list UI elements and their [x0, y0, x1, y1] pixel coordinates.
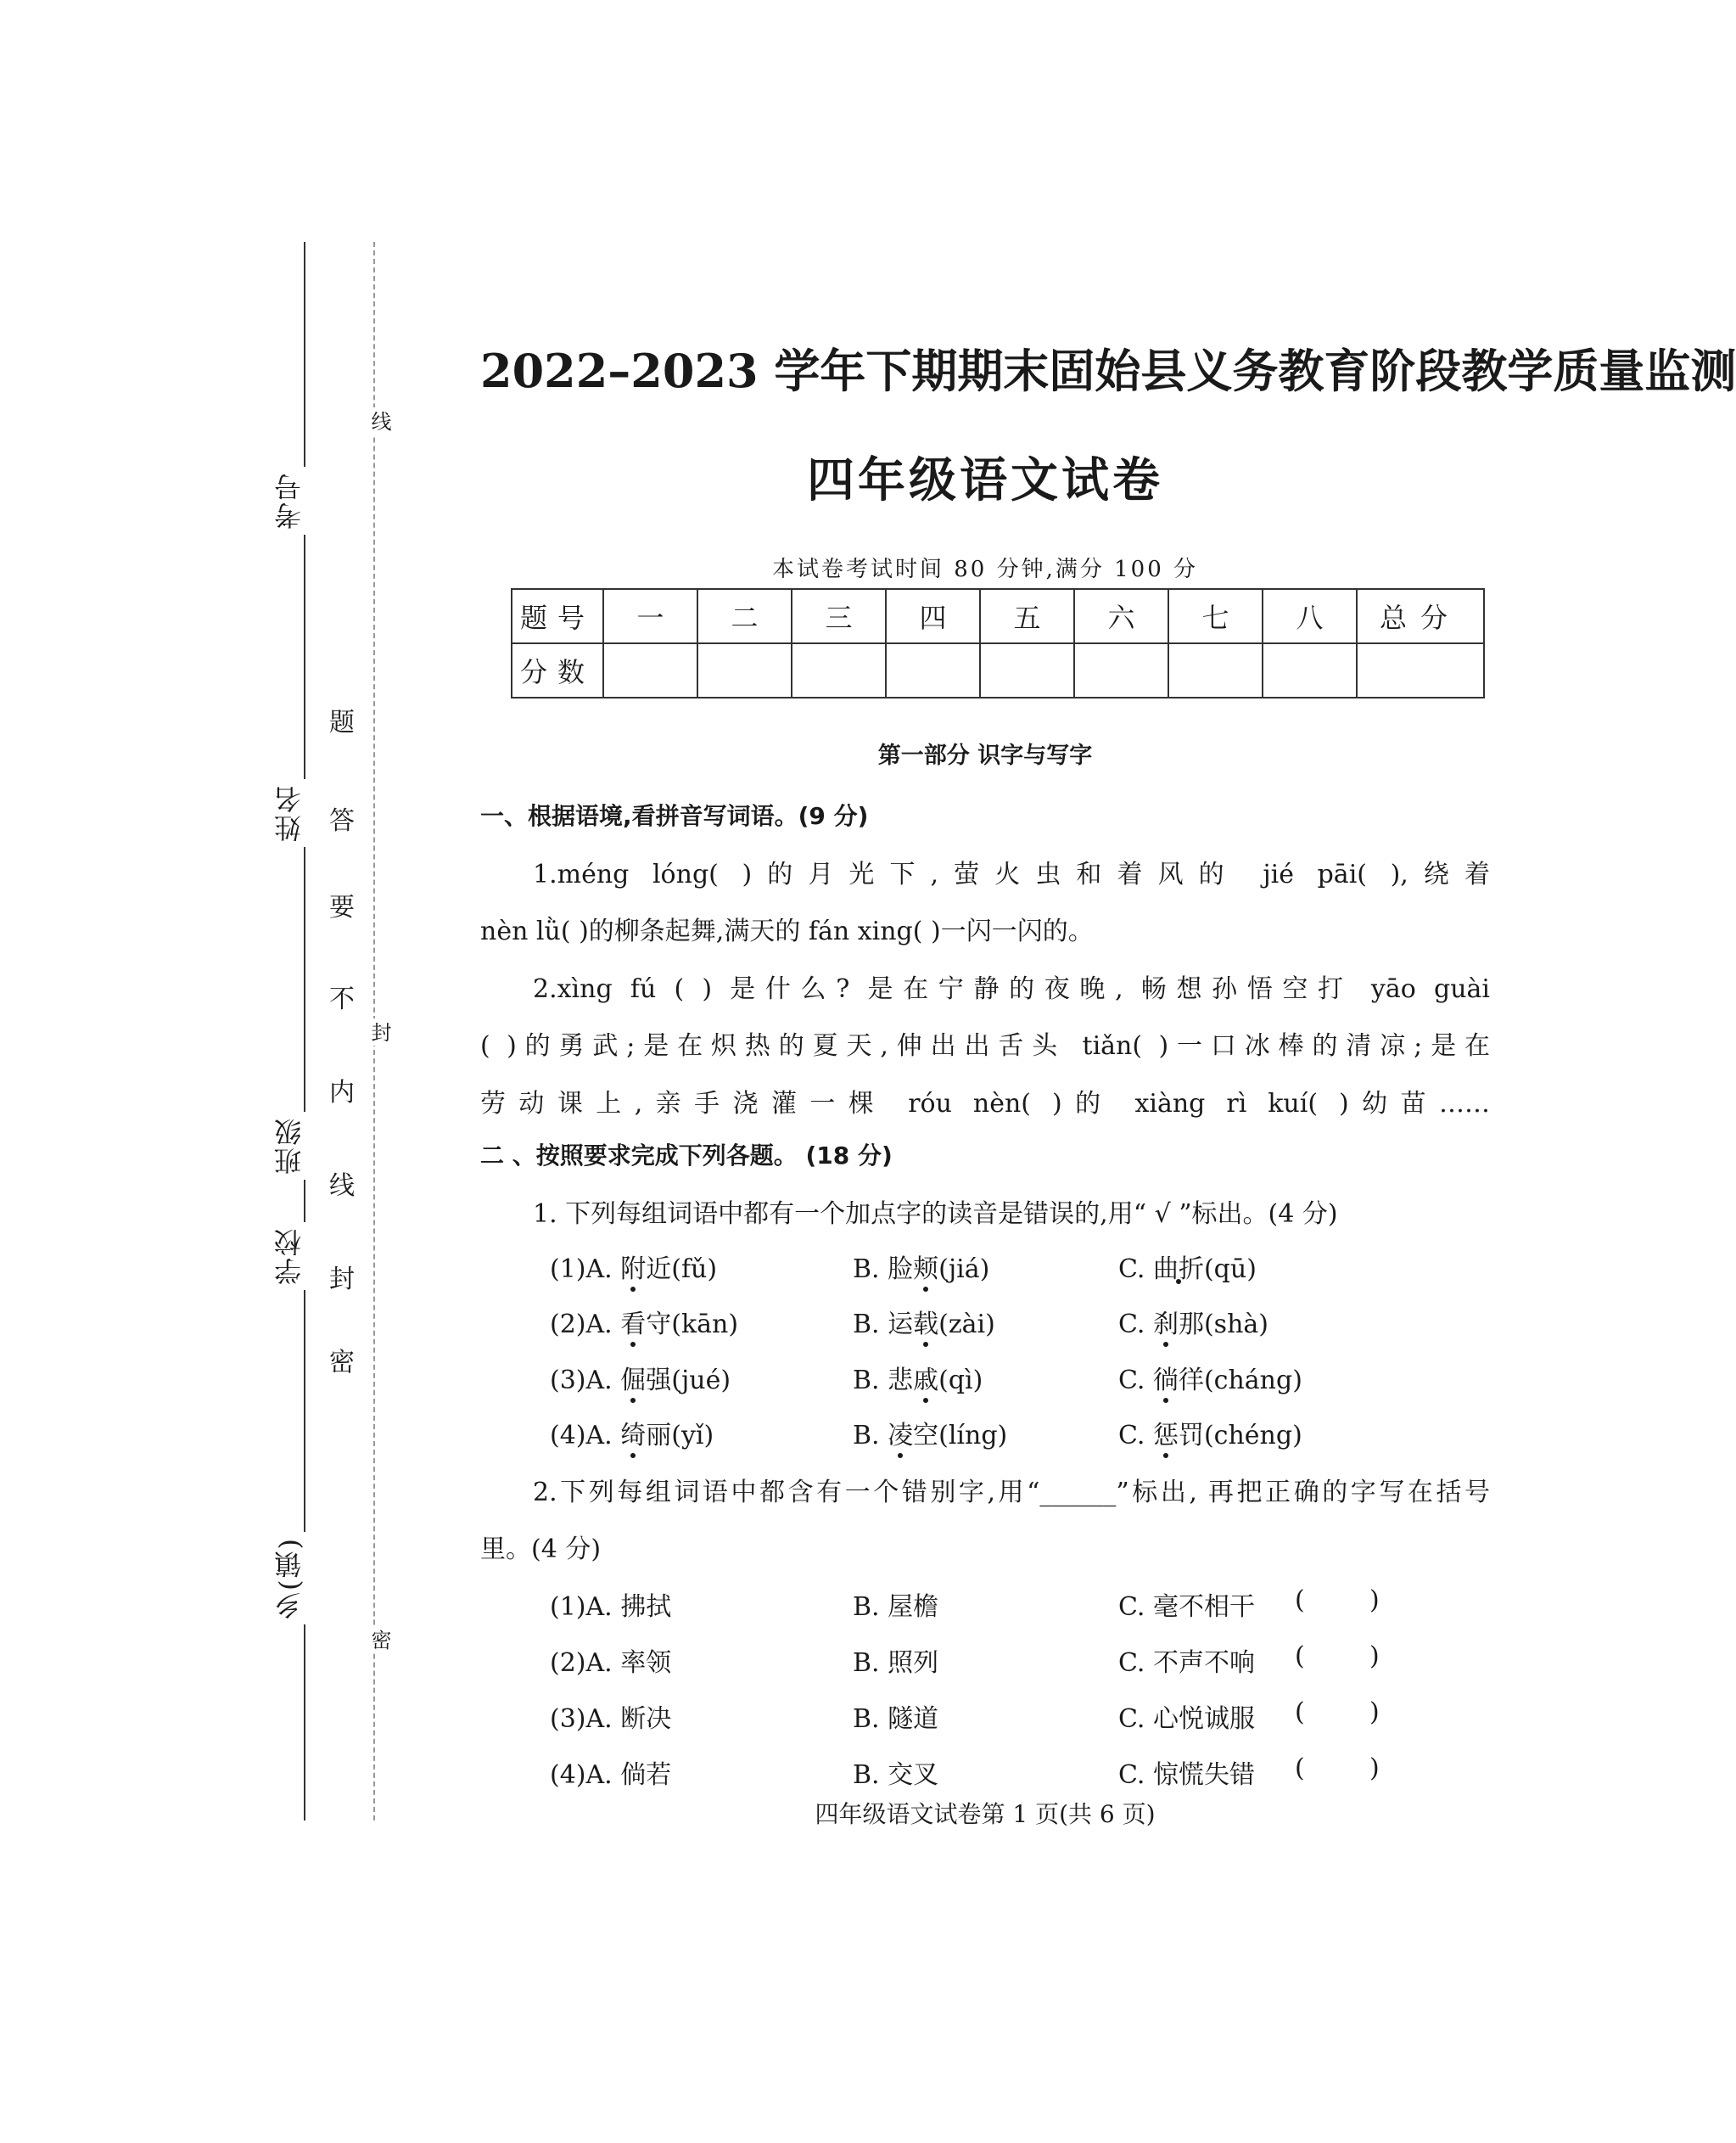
part-title: 第一部分 识字与写字 [877, 743, 1093, 769]
option-text: 守(kān) [646, 1310, 739, 1339]
option-label: A. [585, 1421, 621, 1450]
dotted-char: 载 [913, 1303, 938, 1340]
option-b[interactable] [853, 1303, 995, 1340]
option-b[interactable] [853, 1248, 989, 1285]
score-table [511, 588, 1485, 698]
cut-word: 封 [365, 1018, 395, 1046]
row-number: (4) [550, 1760, 586, 1790]
dotted-char: 刹 [1153, 1303, 1179, 1340]
score-cell[interactable] [1357, 643, 1484, 698]
section-heading: 一、根据语境,看拼音写词语。(9 分) [480, 802, 869, 830]
option-a[interactable] [550, 1585, 671, 1623]
option-a[interactable] [550, 1697, 671, 1735]
option-text: 那(shà) [1178, 1310, 1268, 1339]
option-label: A. [585, 1254, 621, 1284]
field-kaohao: 考号 [270, 467, 309, 535]
answer-blank[interactable]: ( ) [1295, 1753, 1380, 1783]
section-heading: 二 、按照要求完成下列各题。 (18 分) [480, 1142, 893, 1170]
score-header-cell: 总分 [1357, 589, 1484, 643]
option-text: A. 断决 [585, 1704, 672, 1734]
option-a[interactable] [550, 1359, 731, 1396]
score-header-cell: 七 [1168, 589, 1263, 643]
option-text: A. 拂拭 [585, 1592, 672, 1622]
option-b[interactable]: B. 隧道 [853, 1704, 939, 1734]
option-label: A. [585, 1310, 621, 1339]
row-number: (2) [550, 1310, 586, 1339]
score-cell[interactable] [1263, 643, 1357, 698]
question-stem: 1. 下列每组词语中都有一个加点字的读音是错误的,用“ √ ”标出。(4 分) [533, 1199, 1338, 1229]
option-a[interactable] [550, 1641, 671, 1679]
row-number: (3) [550, 1704, 586, 1734]
option-text: C. [1118, 1310, 1153, 1339]
answer-blank[interactable]: ( ) [1295, 1585, 1380, 1615]
seal-word: 封 [329, 1254, 355, 1299]
option-b[interactable] [853, 1359, 983, 1396]
dotted-char: 绮 [620, 1414, 646, 1451]
option-c[interactable] [1118, 1414, 1302, 1451]
option-c[interactable] [1118, 1359, 1302, 1396]
option-text: B. 运 [853, 1310, 914, 1339]
score-cell[interactable] [697, 643, 792, 698]
question-stem: 2.下列每组词语中都含有一个错别字,用“______”标出, 再把正确的字写在括号 [533, 1478, 1490, 1507]
option-text: 强(jué) [646, 1366, 731, 1395]
score-header-cell: 八 [1263, 589, 1357, 643]
row-number: (1) [550, 1592, 586, 1622]
dotted-char: 颊 [913, 1248, 938, 1285]
cut-word: 密 [365, 1626, 395, 1653]
option-text: B. [853, 1421, 888, 1450]
score-header-cell: 四 [886, 589, 980, 643]
seal-word: 不 [329, 974, 355, 1018]
option-b[interactable]: B. 照列 [853, 1648, 939, 1678]
option-a[interactable] [550, 1248, 717, 1285]
cut-word: 线 [365, 407, 395, 435]
field-banji: 班级 [270, 1112, 309, 1180]
score-header-cell: 五 [980, 589, 1074, 643]
field-xuexiao: 学校 [270, 1222, 309, 1290]
seal-word: 题 [329, 698, 355, 742]
row-number: (3) [550, 1366, 586, 1395]
score-header-cell: 三 [792, 589, 886, 643]
option-text: C. 曲 [1118, 1254, 1179, 1284]
exam-title: 2022–2023 学年下期期末固始县义务教育阶段教学质量监测 [480, 344, 1736, 398]
option-a[interactable] [550, 1303, 738, 1340]
option-b[interactable]: B. 交叉 [853, 1760, 939, 1790]
seal-word: 密 [329, 1338, 355, 1382]
score-table-header-row [512, 589, 1484, 643]
option-text: (qì) [938, 1366, 983, 1395]
seal-word: 答 [329, 796, 355, 840]
option-a[interactable] [550, 1414, 714, 1451]
dotted-char: 戚 [913, 1359, 938, 1396]
question-line: 劳动课上,亲手浇灌一棵 róu nèn( )的 xiàng rì kuí( )幼苗…… [480, 1089, 1490, 1119]
score-cell[interactable] [792, 643, 886, 698]
score-cell[interactable] [1168, 643, 1263, 698]
option-b[interactable]: B. 屋檐 [853, 1592, 939, 1622]
option-text: 空(líng) [913, 1421, 1008, 1450]
answer-blank[interactable]: ( ) [1295, 1697, 1380, 1727]
option-text: 罚(chéng) [1178, 1421, 1302, 1450]
answer-blank[interactable]: ( ) [1295, 1641, 1380, 1671]
score-header-cell: 一 [603, 589, 697, 643]
question-line: ( )的勇武;是在炽热的夏天,伸出出舌头 tiǎn( )一口冰棒的清凉;是在 [480, 1031, 1490, 1061]
option-text: 近(fǔ) [646, 1254, 718, 1284]
score-table-score-row [512, 643, 1484, 698]
row-number: (4) [550, 1421, 586, 1450]
seal-word: 线 [329, 1161, 355, 1205]
option-c[interactable]: C. 心悦诚服 [1118, 1704, 1255, 1734]
score-header-cell: 二 [697, 589, 792, 643]
field-xiangzhen: 乡(镇) [270, 1532, 309, 1624]
row-number: (1) [550, 1254, 586, 1284]
dotted-char: 附 [620, 1248, 646, 1285]
option-b[interactable] [853, 1414, 1007, 1451]
page-footer: 四年级语文试卷第 1 页(共 6 页) [815, 1800, 1156, 1828]
dotted-char: 徜 [1153, 1359, 1179, 1396]
option-text: B. 脸 [853, 1254, 914, 1284]
dotted-char: 倔 [620, 1359, 646, 1396]
option-c[interactable]: C. 毫不相干 [1118, 1592, 1255, 1622]
score-header-cell: 六 [1074, 589, 1168, 643]
option-text: 折(qū) [1178, 1254, 1257, 1284]
dotted-char: 惩 [1153, 1414, 1179, 1451]
score-row-label: 分数 [512, 643, 603, 698]
seal-word: 内 [329, 1068, 355, 1112]
option-text: 徉(cháng) [1178, 1366, 1302, 1395]
option-c[interactable]: C. 惊慌失错 [1118, 1760, 1255, 1790]
score-header-cell: 题号 [512, 589, 603, 643]
option-c[interactable]: C. 不声不响 [1118, 1648, 1255, 1678]
score-cell[interactable] [1074, 643, 1168, 698]
score-cell[interactable] [603, 643, 697, 698]
seal-word: 要 [329, 883, 355, 927]
question-stem: 里。(4 分) [480, 1534, 602, 1564]
question-line: nèn lǜ( )的柳条起舞,满天的 fán xing( )一闪一闪的。 [480, 917, 1094, 946]
option-text: (zài) [938, 1310, 995, 1339]
option-label: A. [585, 1366, 621, 1395]
option-text: (jiá) [938, 1254, 990, 1284]
option-text: A. 倘若 [585, 1760, 672, 1790]
field-xingming: 姓名 [270, 779, 309, 847]
dotted-char: 看 [620, 1303, 646, 1340]
score-cell[interactable] [886, 643, 980, 698]
option-text: A. 率领 [585, 1648, 672, 1678]
option-text: 丽(yǐ) [646, 1421, 714, 1450]
option-c[interactable] [1118, 1248, 1257, 1285]
dotted-char: 凌 [888, 1414, 913, 1451]
option-text: C. [1118, 1366, 1153, 1395]
exam-info: 本试卷考试时间 80 分钟,满分 100 分 [771, 557, 1199, 582]
option-c[interactable] [1118, 1303, 1268, 1340]
exam-subtitle: 四年级语文试卷 [807, 453, 1163, 508]
option-text: C. [1118, 1421, 1153, 1450]
option-text: B. 悲 [853, 1366, 914, 1395]
question-line: 2.xìng fú ( ) 是什么? 是在宁静的夜晚, 畅想孙悟空打 yāo guài [533, 974, 1490, 1004]
question-line: 1.méng lóng( )的月光下,萤火虫和着风的 jié pāi( ),绕着 [533, 860, 1490, 889]
score-cell[interactable] [980, 643, 1074, 698]
row-number: (2) [550, 1648, 586, 1678]
option-a[interactable] [550, 1753, 671, 1791]
